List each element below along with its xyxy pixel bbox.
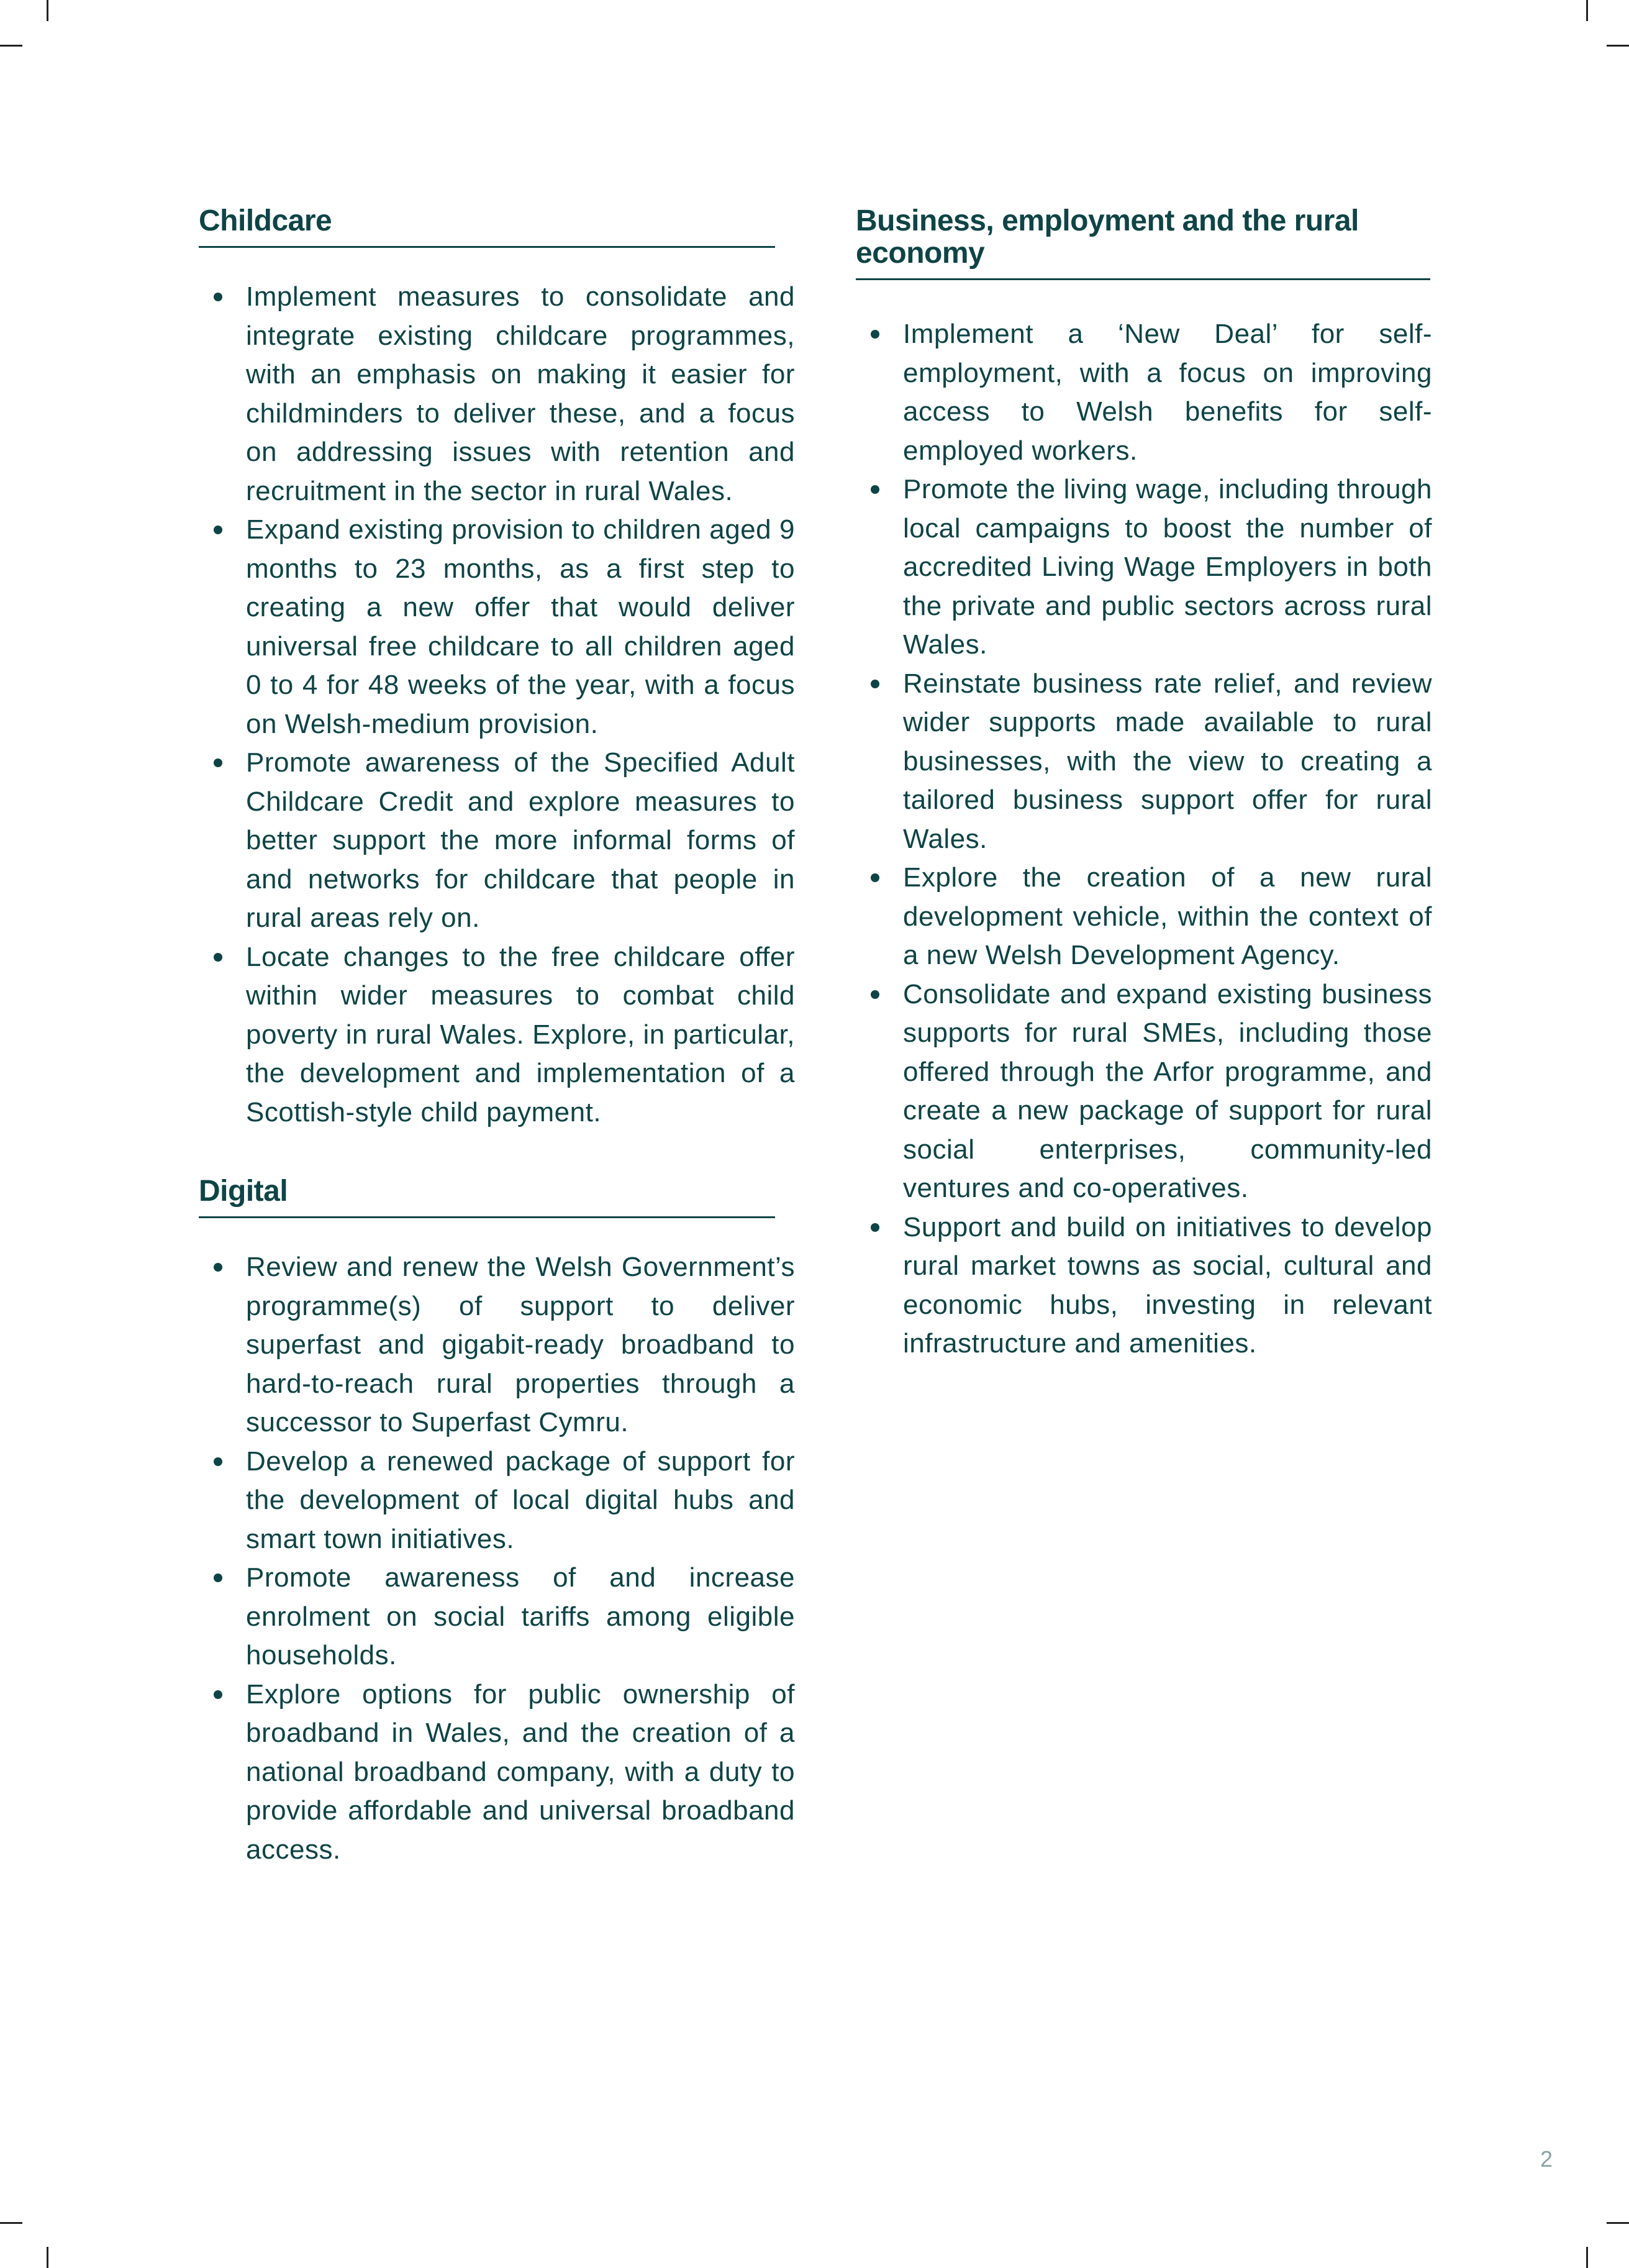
list-item — [856, 665, 1432, 859]
list-item-text: Explore the creation of a new rural development vehicle, within the context of a new Welsh Development Agency. — [903, 862, 1432, 970]
bullet-icon — [214, 758, 222, 767]
list-item-text: Explore options for public ownership of broadband in Wales, and the creation of a national broadband company, with a duty to provide affordable and universal broadband access. — [246, 1678, 795, 1865]
list-item-text: Locate changes to the free childcare offer within wider measures to combat child poverty in rural Wales. Explore, in particular, the development and implementation of a Scottish-style child payment. — [246, 941, 795, 1127]
crop-mark — [1586, 2247, 1588, 2268]
list-item — [199, 744, 795, 938]
bullet-icon — [871, 1223, 879, 1232]
list-item — [199, 278, 795, 511]
list-item-text: Support and build on initiatives to develop rural market towns as social, cultural and economic hubs, investing in relevant infrastructure and amenities. — [903, 1211, 1432, 1359]
section-heading-business: Business, employment and the rural economy — [856, 204, 1359, 270]
crop-mark — [47, 2247, 48, 2268]
list-item — [856, 975, 1432, 1208]
list-item — [856, 470, 1432, 665]
list-item — [199, 1675, 795, 1870]
page-number: 2 — [1540, 2146, 1553, 2172]
list-item-text: Promote awareness of the Specified Adult Childcare Credit and explore measures to better support the more informal forms of and networks for childcare that people in rural areas rely on. — [246, 747, 795, 933]
heading-rule — [856, 278, 1430, 280]
list-item — [856, 858, 1432, 975]
heading-rule — [199, 246, 775, 248]
bullet-icon — [871, 485, 879, 494]
bullet-icon — [871, 680, 879, 688]
heading-rule — [199, 1216, 775, 1218]
bullet-icon — [871, 990, 879, 999]
crop-mark — [47, 0, 48, 21]
crop-mark — [1607, 45, 1629, 47]
list-item — [199, 1559, 795, 1675]
business-list — [856, 315, 1432, 1364]
bullet-icon — [214, 953, 222, 962]
bullet-icon — [871, 330, 879, 339]
list-item — [199, 938, 795, 1132]
list-item — [199, 1442, 795, 1559]
list-item-text: Reinstate business rate relief, and review wider supports made available to rural businesses, with the view to creating a tailored business support offer for rural Wales. — [903, 668, 1432, 854]
list-item-text: Implement measures to consolidate and integrate existing childcare programmes, with an emphasis on making it easier for childminders to deliver these, and a focus on addressing issues with retention and recruitment in the sector in rural Wales. — [246, 281, 795, 506]
section-heading-digital: Digital — [199, 1175, 288, 1208]
bullet-icon — [214, 1573, 222, 1582]
list-item-text: Promote the living wage, including through local campaigns to boost the number of accredited Living Wage Employers in both the private and public sectors across rural Wales. — [903, 474, 1432, 660]
section-heading-childcare: Childcare — [199, 204, 332, 237]
crop-mark — [1607, 2222, 1629, 2224]
list-item — [199, 1248, 795, 1442]
list-item-text: Implement a ‘New Deal’ for self-employment, with a focus on improving access to Welsh benefits for self-employed workers. — [903, 319, 1432, 466]
bullet-icon — [214, 1690, 222, 1699]
list-item-text: Develop a renewed package of support for the development of local digital hubs and smart town initiatives. — [246, 1446, 795, 1554]
list-item-text: Review and renew the Welsh Government’s programme(s) of support to deliver superfast and gigabit-ready broadband to hard-to-reach rural properties through a successor to Superfast Cymru. — [246, 1252, 795, 1437]
list-item — [199, 511, 795, 744]
bullet-icon — [214, 1457, 222, 1466]
bullet-icon — [871, 873, 879, 882]
section-digital — [199, 1175, 795, 1869]
crop-mark — [1586, 0, 1588, 21]
left-column — [199, 205, 795, 1869]
digital-list — [199, 1248, 795, 1869]
list-item — [856, 315, 1432, 470]
crop-mark — [0, 2222, 22, 2224]
list-item — [856, 1208, 1432, 1364]
list-item-text: Consolidate and expand existing business supports for rural SMEs, including those offered through the Arfor programme, and create a new package of support for rural social enterprises, community-led ventures and co-operatives. — [903, 978, 1432, 1203]
list-item-text: Expand existing provision to children aged 9 months to 23 months, as a first step to creating a new offer that would deliver universal free childcare to all children aged 0 to 4 for 48 weeks of the year, with a focus on Welsh-medium provision. — [246, 514, 795, 739]
list-item-text: Promote awareness of and increase enrolment on social tariffs among eligible households. — [246, 1562, 795, 1670]
bullet-icon — [214, 293, 222, 301]
childcare-list — [199, 278, 795, 1132]
bullet-icon — [214, 1263, 222, 1272]
right-column — [856, 205, 1432, 1364]
section-business — [856, 205, 1432, 1364]
section-childcare — [199, 205, 795, 1132]
bullet-icon — [214, 526, 222, 534]
crop-mark — [0, 45, 22, 47]
